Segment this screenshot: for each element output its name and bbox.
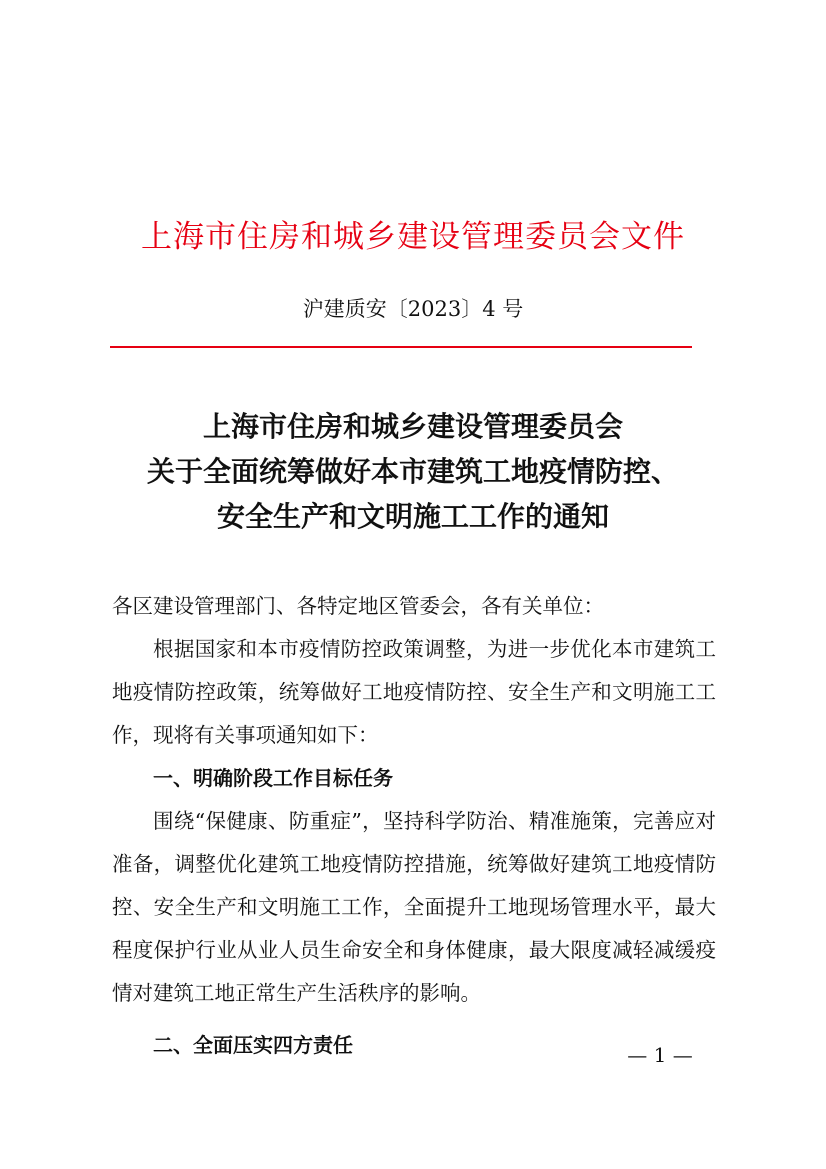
section-1-heading: 一、明确阶段工作目标任务 bbox=[153, 766, 393, 790]
intro-paragraph: 根据国家和本市疫情防控政策调整，为进一步优化本市建筑工地疫情防控政策，统筹做好工地疫情防控、安全生产和文明施工工作，现将有关事项通知如下： bbox=[112, 637, 716, 747]
title-line-3: 安全生产和文明施工工作的通知 bbox=[216, 500, 609, 533]
title-line-2: 关于全面统筹做好本市建筑工地疫情防控、 bbox=[146, 455, 679, 488]
title-line-1: 上海市住房和城乡建设管理委员会 bbox=[202, 410, 623, 443]
issuer-header: 上海市住房和城乡建设管理委员会文件 bbox=[141, 219, 685, 255]
section-1-paragraph: 围绕“保健康、防重症”，坚持科学防治、精准施策，完善应对准备，调整优化建筑工地疫情防控措施，统筹做好建筑工地疫情防控、安全生产和文明施工工作，全面提升工地现场管理水平，最大程度保护行业从业人员生命安全和身体健康，最大限度减轻减缓疫情对建筑工地正常生产生活秩序的影响。 bbox=[112, 809, 716, 1005]
document-title bbox=[0, 404, 826, 539]
section-2-heading: 二、全面压实四方责任 bbox=[153, 1033, 353, 1057]
red-divider bbox=[110, 346, 692, 348]
page-number: — 1 — bbox=[627, 1043, 693, 1067]
salutation: 各区建设管理部门、各特定地区管委会，各有关单位： bbox=[112, 594, 604, 618]
document-body bbox=[112, 585, 716, 1067]
document-number: 沪建质安〔2023〕4 号 bbox=[302, 297, 524, 321]
